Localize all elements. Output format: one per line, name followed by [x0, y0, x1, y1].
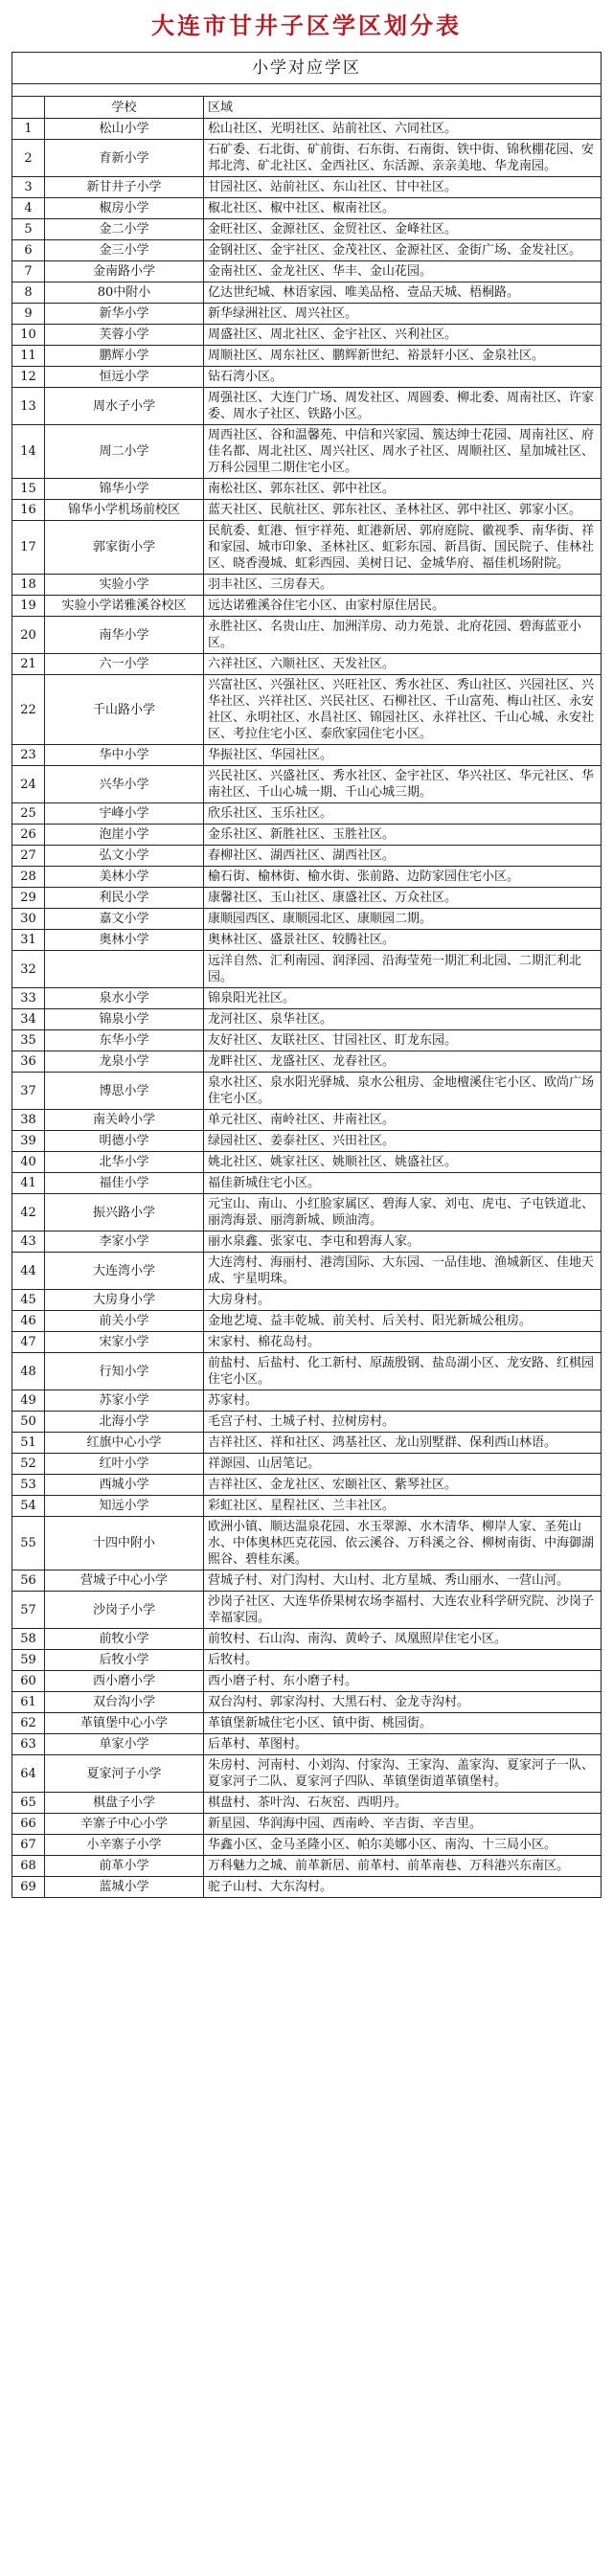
district-area: 周强社区、大连门广场、周发社区、周圆委、柳北委、周南社区、许家委、周水子社区、铁路小区。: [204, 388, 602, 425]
row-number: 66: [12, 1814, 45, 1835]
school-name: 西小磨小学: [45, 1671, 204, 1692]
school-name: 锦泉小学: [45, 1009, 204, 1030]
school-name: 千山路小学: [45, 675, 204, 745]
row-number: 63: [12, 1734, 45, 1755]
district-area: 亿达世纪城、林语家园、唯美品格、壹品天城、梧桐路。: [204, 282, 602, 304]
row-number: 58: [12, 1629, 45, 1650]
school-name: 六一小学: [45, 654, 204, 675]
school-name: 弘文小学: [45, 846, 204, 867]
school-name: 知远小学: [45, 1496, 204, 1517]
district-area: 华振社区、华园社区。: [204, 745, 602, 766]
district-area: 周盛社区、周北社区、金宇社区、兴利社区。: [204, 325, 602, 346]
table-row: [12, 261, 602, 282]
row-number: 32: [12, 951, 45, 988]
district-area: 石矿委、石北街、矿前街、石东街、石南街、铁中街、锦秋棚花园、安邦北湾、矿北社区、金西社区、东活源、亲亲美地、华龙南园。: [204, 140, 602, 177]
row-number: 3: [12, 177, 45, 198]
school-name: 沙岗子小学: [45, 1592, 204, 1629]
row-number: 51: [12, 1433, 45, 1454]
table-row: [12, 1390, 602, 1412]
school-name: 西城小学: [45, 1475, 204, 1496]
row-number: 56: [12, 1570, 45, 1592]
table-row: [12, 617, 602, 654]
row-number: 8: [12, 282, 45, 304]
school-name: 大连湾小学: [45, 1253, 204, 1290]
district-area: 后牧村。: [204, 1650, 602, 1671]
table-row: [12, 1433, 602, 1454]
school-name: 双台沟小学: [45, 1692, 204, 1713]
row-number: 11: [12, 346, 45, 367]
school-name: 恒远小学: [45, 367, 204, 388]
row-number: 52: [12, 1454, 45, 1475]
table-row: [12, 1475, 602, 1496]
row-number: 38: [12, 1110, 45, 1131]
district-area: 祥源园、山居笔记。: [204, 1454, 602, 1475]
school-name: 利民小学: [45, 888, 204, 909]
column-header-area: 区域: [204, 97, 602, 119]
row-number: 7: [12, 261, 45, 282]
district-area: 龙畔社区、龙盛社区、龙春社区。: [204, 1051, 602, 1073]
table-row: [12, 654, 602, 675]
table-row: [12, 140, 602, 177]
table-row: [12, 1814, 602, 1835]
row-number: 57: [12, 1592, 45, 1629]
table-row: [12, 766, 602, 803]
table-row: [12, 1835, 602, 1856]
table-row: [12, 1110, 602, 1131]
school-name: 松山小学: [45, 119, 204, 140]
table-row: [12, 1793, 602, 1814]
school-name: 宇峰小学: [45, 803, 204, 825]
table-row: [12, 1713, 602, 1734]
district-area: 沙岗子社区、大连华侨果树农场李福村、大连农业科学研究院、沙岗子幸福家园。: [204, 1592, 602, 1629]
district-area: 兴富社区、兴强社区、兴旺社区、秀水社区、秀山社区、兴园社区、兴华社区、兴祥社区、兴民社区、石柳社区、千山富苑、梅山社区、永安社区、永明社区、水昌社区、锦园社区、永祥社区、千山心城、永安社区、考拉住宅小区、泰欣家园住宅小区。: [204, 675, 602, 745]
table-row: [12, 1311, 602, 1332]
school-name: 南关岭小学: [45, 1110, 204, 1131]
district-area: 远洋自然、汇利南园、润泽园、沿海莹苑一期汇利北园、二期汇利北园。: [204, 951, 602, 988]
school-name: [45, 951, 204, 988]
row-number: 61: [12, 1692, 45, 1713]
row-number: 4: [12, 198, 45, 219]
district-area: 泉水社区、泉水阳光驿城、泉水公租房、金地檀溪住宅小区、欧尚广场住宅小区。: [204, 1073, 602, 1110]
table-row: [12, 1009, 602, 1030]
table-row: [12, 1051, 602, 1073]
school-name: 兴华小学: [45, 766, 204, 803]
row-number: 27: [12, 846, 45, 867]
school-name: 金三小学: [45, 240, 204, 261]
district-area: 周顺社区、周东社区、鹏辉新世纪、裕景轩小区、金泉社区。: [204, 346, 602, 367]
table-row: [12, 1734, 602, 1755]
district-area: 朱房村、河南村、小刘沟、付家沟、王家沟、盖家沟、夏家河子一队、夏家河子二队、夏家河子四队、革镇堡街道革镇堡村。: [204, 1755, 602, 1793]
district-area: 大房身村。: [204, 1290, 602, 1311]
district-area: 金旺社区、金源社区、金贸社区、金峰社区。: [204, 219, 602, 240]
district-area: 后革村、革图村。: [204, 1734, 602, 1755]
district-area: 营城子村、对门沟村、大山村、北方星城、秀山丽水、一营山河。: [204, 1570, 602, 1592]
table-row: [12, 1253, 602, 1290]
column-header-row: [12, 97, 602, 119]
row-number: 16: [12, 500, 45, 521]
row-number: 5: [12, 219, 45, 240]
row-number: 47: [12, 1332, 45, 1353]
table-row: [12, 867, 602, 888]
table-row: [12, 1194, 602, 1232]
school-name: 前革小学: [45, 1856, 204, 1877]
district-area: 椒北社区、椒中社区、椒南社区。: [204, 198, 602, 219]
page-title: 大连市甘井子区学区划分表: [151, 12, 462, 39]
row-number: 54: [12, 1496, 45, 1517]
table-row: [12, 425, 602, 479]
table-row: [12, 1877, 602, 1898]
district-area: 万科魅力之城、前革新居、前革村、前革南巷、万科港兴东南区。: [204, 1856, 602, 1877]
table-row: [12, 388, 602, 425]
district-area: 新星园、华润海中园、西南岭、辛吉街、辛吉里。: [204, 1814, 602, 1835]
school-name: 金二小学: [45, 219, 204, 240]
row-number: 17: [12, 521, 45, 575]
district-area: 周西社区、谷和温馨苑、中信和兴家园、簇达绅士花园、周南社区、府佳名都、周北社区、周兴社区、周水子社区、周顺社区、星加城社区、万科公园里二期住宅小区。: [204, 425, 602, 479]
district-area: 双台沟村、郭家沟村、大黑石村、金龙寺沟村。: [204, 1692, 602, 1713]
row-number: 24: [12, 766, 45, 803]
district-area: 苏家村。: [204, 1390, 602, 1412]
row-number: 9: [12, 304, 45, 325]
district-area: 福佳新城住宅小区。: [204, 1173, 602, 1194]
district-area: 革镇堡新城住宅小区、镇中街、桃园街。: [204, 1713, 602, 1734]
school-name: 金南路小学: [45, 261, 204, 282]
table-row: [12, 1856, 602, 1877]
row-number: 19: [12, 596, 45, 617]
table-row: [12, 1173, 602, 1194]
table-row: [12, 575, 602, 596]
column-header-school: 学校: [45, 97, 204, 119]
district-area: 吉祥社区、金龙社区、宏颐社区、紫琴社区。: [204, 1475, 602, 1496]
district-area: 大连湾村、海丽村、港湾国际、大东园、一品佳地、渔城新区、佳地天成、宇星明珠。: [204, 1253, 602, 1290]
school-name: 前关小学: [45, 1311, 204, 1332]
district-area: 甘园社区、站前社区、东山社区、甘中社区。: [204, 177, 602, 198]
section-title: 小学对应学区: [12, 53, 602, 84]
school-name: 李家小学: [45, 1232, 204, 1253]
school-name: 后牧小学: [45, 1650, 204, 1671]
table-row: [12, 675, 602, 745]
table-row: [12, 596, 602, 617]
row-number: 37: [12, 1073, 45, 1110]
school-name: 营城子中心小学: [45, 1570, 204, 1592]
row-number: 29: [12, 888, 45, 909]
school-name: 棋盘子小学: [45, 1793, 204, 1814]
row-number: 62: [12, 1713, 45, 1734]
table-row: [12, 1629, 602, 1650]
district-area: 元宝山、南山、小红脸家属区、碧海人家、刘屯、虎屯、子屯铁道北、丽湾海景、丽湾新城、顾油湾。: [204, 1194, 602, 1232]
district-area: 金乐社区、新胜社区、玉胜社区。: [204, 825, 602, 846]
row-number: 42: [12, 1194, 45, 1232]
table-row: [12, 219, 602, 240]
table-row: [12, 479, 602, 500]
school-name: 宋家小学: [45, 1332, 204, 1353]
row-number: 28: [12, 867, 45, 888]
column-header-number: [12, 97, 45, 119]
row-number: 65: [12, 1793, 45, 1814]
table-row: [12, 1073, 602, 1110]
row-number: 31: [12, 930, 45, 951]
table-row: [12, 1517, 602, 1570]
school-name: 红叶小学: [45, 1454, 204, 1475]
table-row: [12, 745, 602, 766]
district-area: 华鑫小区、金马圣隆小区、帕尔美娜小区、南沟、十三局小区。: [204, 1835, 602, 1856]
row-number: 23: [12, 745, 45, 766]
district-area: 欣乐社区、玉乐社区。: [204, 803, 602, 825]
district-area: 松山社区、光明社区、站前社区、六同社区。: [204, 119, 602, 140]
school-name: 育新小学: [45, 140, 204, 177]
school-name: 苏家小学: [45, 1390, 204, 1412]
school-name: 单家小学: [45, 1734, 204, 1755]
table-row: [12, 346, 602, 367]
table-row: [12, 1232, 602, 1253]
district-area: 榆石街、榆林街、榆水街、张前路、边防家园住宅小区。: [204, 867, 602, 888]
row-number: 59: [12, 1650, 45, 1671]
school-name: 振兴路小学: [45, 1194, 204, 1232]
row-number: 20: [12, 617, 45, 654]
table-row: [12, 825, 602, 846]
district-area: 前牧村、石山沟、南沟、黄岭子、凤凰照岸住宅小区。: [204, 1629, 602, 1650]
table-row: [12, 888, 602, 909]
school-name: 北海小学: [45, 1412, 204, 1433]
district-area: 单元社区、南岭社区、井南社区。: [204, 1110, 602, 1131]
district-area: 钻石湾小区。: [204, 367, 602, 388]
row-number: 64: [12, 1755, 45, 1793]
table-row: [12, 1755, 602, 1793]
district-area: 永胜社区、名贵山庄、加洲洋房、动力苑景、北府花园、碧海蓝亚小区。: [204, 617, 602, 654]
school-name: 嘉文小学: [45, 909, 204, 930]
school-name: 北华小学: [45, 1152, 204, 1173]
district-area: 金南社区、金龙社区、华丰、金山花园。: [204, 261, 602, 282]
school-name: 新甘井子小学: [45, 177, 204, 198]
row-number: 53: [12, 1475, 45, 1496]
row-number: 1: [12, 119, 45, 140]
district-area: 宋家村、棉花岛村。: [204, 1332, 602, 1353]
school-name: 实验小学诺雅溪谷校区: [45, 596, 204, 617]
row-number: 35: [12, 1030, 45, 1051]
row-number: 39: [12, 1131, 45, 1152]
district-area: 友好社区、友联社区、甘园社区、盯龙东园。: [204, 1030, 602, 1051]
table-row: [12, 1592, 602, 1629]
table-row: [12, 909, 602, 930]
school-name: 新华小学: [45, 304, 204, 325]
district-area: 南松社区、郭东社区、郭中社区。: [204, 479, 602, 500]
blank-cell: [12, 84, 602, 97]
row-number: 55: [12, 1517, 45, 1570]
table-row: [12, 1152, 602, 1173]
table-row: [12, 1131, 602, 1152]
row-number: 15: [12, 479, 45, 500]
school-name: 大房身小学: [45, 1290, 204, 1311]
row-number: 41: [12, 1173, 45, 1194]
row-number: 2: [12, 140, 45, 177]
district-area: 康馨社区、玉山社区、康盛社区、万众社区。: [204, 888, 602, 909]
row-number: 49: [12, 1390, 45, 1412]
district-area: 毛宫子村、土城子村、拉树房村。: [204, 1412, 602, 1433]
table-row: [12, 1332, 602, 1353]
row-number: 6: [12, 240, 45, 261]
district-area: 绿园社区、姜泰社区、兴田社区。: [204, 1131, 602, 1152]
school-name: 锦华小学机场前校区: [45, 500, 204, 521]
table-row: [12, 1353, 602, 1390]
row-number: 43: [12, 1232, 45, 1253]
district-area: 蓝天社区、民航社区、郭东社区、圣林社区、郭中社区、郭家小区。: [204, 500, 602, 521]
table-row: [12, 177, 602, 198]
table-row: [12, 1454, 602, 1475]
table-row: [12, 1412, 602, 1433]
row-number: 18: [12, 575, 45, 596]
table-row: [12, 1570, 602, 1592]
school-name: 福佳小学: [45, 1173, 204, 1194]
school-name: 前牧小学: [45, 1629, 204, 1650]
row-number: 34: [12, 1009, 45, 1030]
school-name: 南华小学: [45, 617, 204, 654]
district-area: 远达诺雅溪谷住宅小区、由家村原住居民。: [204, 596, 602, 617]
school-name: 华中小学: [45, 745, 204, 766]
table-row: [12, 951, 602, 988]
row-number: 44: [12, 1253, 45, 1290]
table-row: [12, 282, 602, 304]
district-area: 彩虹社区、星程社区、兰丰社区。: [204, 1496, 602, 1517]
school-name: 明德小学: [45, 1131, 204, 1152]
school-name: 泉水小学: [45, 988, 204, 1009]
district-area: 康顺园西区、康顺园北区、康顺园二期。: [204, 909, 602, 930]
table-row: [12, 1692, 602, 1713]
row-number: 14: [12, 425, 45, 479]
row-number: 46: [12, 1311, 45, 1332]
row-number: 48: [12, 1353, 45, 1390]
district-area: 春柳社区、湖西社区、湖西社区。: [204, 846, 602, 867]
district-area: 西小磨子村、东小磨子村。: [204, 1671, 602, 1692]
school-name: 周水子小学: [45, 388, 204, 425]
school-name: 奥林小学: [45, 930, 204, 951]
school-name: 美林小学: [45, 867, 204, 888]
section-header-row: [12, 53, 602, 84]
district-area: 六祥社区、六顺社区、天发社区。: [204, 654, 602, 675]
row-number: 13: [12, 388, 45, 425]
district-area: 龙河社区、泉华社区。: [204, 1009, 602, 1030]
school-name: 夏家河子小学: [45, 1755, 204, 1793]
school-name: 博思小学: [45, 1073, 204, 1110]
row-number: 50: [12, 1412, 45, 1433]
school-name: 郭家街小学: [45, 521, 204, 575]
school-name: 椒房小学: [45, 198, 204, 219]
table-row: [12, 930, 602, 951]
school-name: 实验小学: [45, 575, 204, 596]
row-number: 68: [12, 1856, 45, 1877]
row-number: 30: [12, 909, 45, 930]
school-name: 龙泉小学: [45, 1051, 204, 1073]
school-name: 十四中附小: [45, 1517, 204, 1570]
blank-row: [12, 84, 602, 97]
table-row: [12, 240, 602, 261]
table-row: [12, 198, 602, 219]
district-table: [11, 52, 602, 1898]
district-area: 金钢社区、金宇社区、金茂社区、金源社区、金街广场、金发社区。: [204, 240, 602, 261]
district-area: 新华绿洲社区、周兴社区。: [204, 304, 602, 325]
school-name: 锦华小学: [45, 479, 204, 500]
district-area: 欧洲小镇、顺达温泉花园、水玉翠源、水木清华、柳岸人家、圣苑山水、中体奥林匹克花园、依云溪谷、万科溪之谷、柳树南街、中海御湖熙谷、碧桂东溪。: [204, 1517, 602, 1570]
table-row: [12, 1671, 602, 1692]
table-row: [12, 304, 602, 325]
district-area: 棋盘村、茶叶沟、石灰窑、西明丹。: [204, 1793, 602, 1814]
school-name: 周二小学: [45, 425, 204, 479]
row-number: 10: [12, 325, 45, 346]
district-area: 丽水泉鑫、张家屯、李屯和碧海人家。: [204, 1232, 602, 1253]
row-number: 12: [12, 367, 45, 388]
district-area: 羽丰社区、三房春天。: [204, 575, 602, 596]
table-row: [12, 521, 602, 575]
table-row: [12, 1496, 602, 1517]
school-name: 革镇堡中心小学: [45, 1713, 204, 1734]
row-number: 21: [12, 654, 45, 675]
row-number: 26: [12, 825, 45, 846]
school-name: 东华小学: [45, 1030, 204, 1051]
row-number: 33: [12, 988, 45, 1009]
district-area: 吉祥社区、祥和社区、鸿基社区、龙山别墅群、保利西山林语。: [204, 1433, 602, 1454]
table-row: [12, 1290, 602, 1311]
table-row: [12, 846, 602, 867]
school-name: 红旗中心小学: [45, 1433, 204, 1454]
row-number: 69: [12, 1877, 45, 1898]
row-number: 60: [12, 1671, 45, 1692]
district-area: 锦泉阳光社区。: [204, 988, 602, 1009]
district-area: 兴民社区、兴盛社区、秀水社区、金宇社区、华兴社区、华元社区、华南社区、千山心城一期、千山心城三期。: [204, 766, 602, 803]
row-number: 25: [12, 803, 45, 825]
table-row: [12, 803, 602, 825]
row-number: 45: [12, 1290, 45, 1311]
row-number: 36: [12, 1051, 45, 1073]
school-name: 小辛寨子小学: [45, 1835, 204, 1856]
table-row: [12, 500, 602, 521]
school-name: 80中附小: [45, 282, 204, 304]
table-row: [12, 988, 602, 1009]
district-area: 驼子山村、大东沟村。: [204, 1877, 602, 1898]
row-number: 40: [12, 1152, 45, 1173]
table-row: [12, 1030, 602, 1051]
school-name: 蓝城小学: [45, 1877, 204, 1898]
school-name: 鹏辉小学: [45, 346, 204, 367]
district-area: 金地艺境、益丰乾城、前关村、后关村、阳光新城公租房。: [204, 1311, 602, 1332]
school-name: 芙蓉小学: [45, 325, 204, 346]
school-name: 辛寨子中心小学: [45, 1814, 204, 1835]
table-row: [12, 1650, 602, 1671]
table-row: [12, 367, 602, 388]
row-number: 67: [12, 1835, 45, 1856]
school-name: 行知小学: [45, 1353, 204, 1390]
school-name: 泡崖小学: [45, 825, 204, 846]
row-number: 22: [12, 675, 45, 745]
district-area: 奥林社区、盛景社区、较腾社区。: [204, 930, 602, 951]
district-area: 民航委、虹港、恒宇祥苑、虹港新居、郭府庭院、徽视季、南华街、祥和家园、城市印象、圣林社区、虹彩东园、新昌街、国民院子、佳林社区、晓香漫城、虹彩西园、美树日记、金城华府、福佳机场附院。: [204, 521, 602, 575]
table-row: [12, 325, 602, 346]
district-area: 前盐村、后盐村、化工新村、原蔬殷钢、盐岛湖小区、龙安路、红棋园住宅小区。: [204, 1353, 602, 1390]
district-area: 姚北社区、姚家社区、姚顺社区、姚盛社区。: [204, 1152, 602, 1173]
table-row: [12, 119, 602, 140]
